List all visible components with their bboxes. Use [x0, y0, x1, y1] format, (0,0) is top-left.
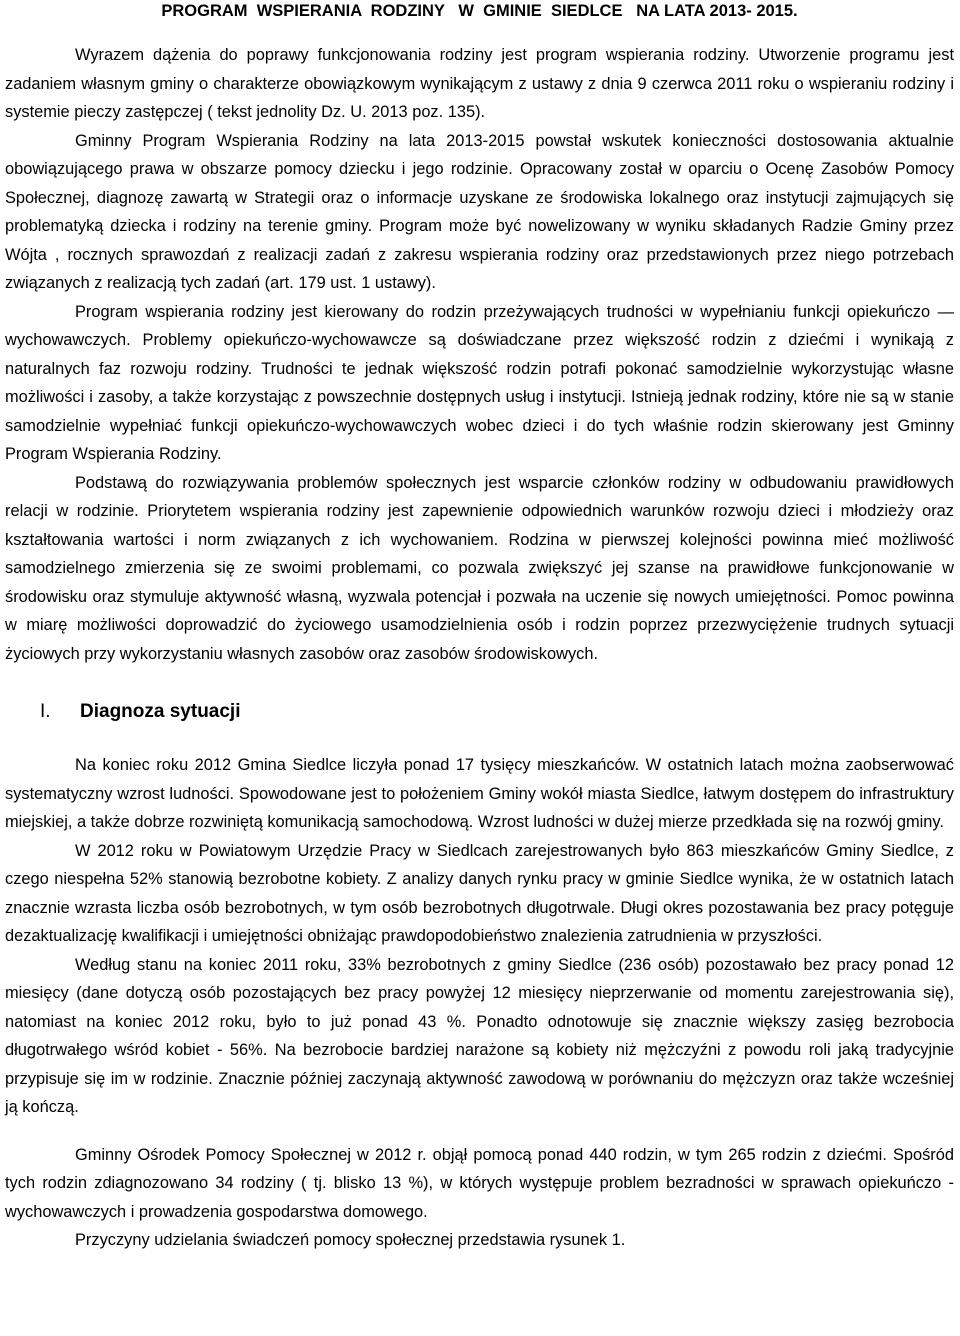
section-paragraph-1: Na koniec roku 2012 Gmina Siedlce liczyła ponad 17 tysięcy mieszkańców. W ostatnich latach można zaobserwować systematyczny wzrost ludności. Spowodowane jest to położeniem Gminy wokół miasta Siedlce, łatwym dostępem do infrastruktury miejskiej, a także dobrze rozwiniętą komunikacją samochodową. Wzrost ludności w dużej mierze przedkłada się na rozwój gminy.: [5, 756, 954, 831]
section-paragraph-3: Według stanu na koniec 2011 roku, 33% bezrobotnych z gminy Siedlce (236 osób) pozostawało bez pracy ponad 12 miesięcy (dane dotyczą osób pozostających bez pracy powyżej 12 miesięcy nieprzerwanie od momentu zarejestrowania się), natomiast na koniec 2012 roku, było to już ponad 43 %. Ponadto odnotowuje się znacznie większy zasięg bezrobocia długotrwałego wśród kobiet - 56%. Na bezrobocie bardziej narażone są kobiety niż mężczyźni z powodu roli jaką tradycyjnie przypisuje się im w rodzinie. Znacznie później zaczynają aktywność zawodową w porównaniu do mężczyzn oraz także wcześniej ją kończą.: [5, 955, 954, 1116]
intro-paragraph-4: Podstawą do rozwiązywania problemów społecznych jest wsparcie członków rodziny w odbudowaniu prawidłowych relacji w rodzinie. Priorytetem wspierania rodziny jest zapewnienie odpowiednich warunków rozwoju dzieci i młodzieży oraz kształtowania wartości i norm związanych z ich wychowaniem. Rodzina w pierwszej kolejności powinna mieć możliwość samodzielnego zmierzenia się ze swoimi problemami, co pozwala zwiększyć jej szanse na prawidłowe funkcjonowanie w środowisku oraz stymuluje aktywność własną, wyzwala potencjał i pozwała na uczenie się nowych umiejętności. Pomoc powinna w miarę możliwości doprowadzić do życiowego usamodzielnienia osób i rodzin poprzez przezwyciężenie trudnych sytuacji życiowych przy wykorzystaniu własnych zasobów oraz zasobów środowiskowych.: [5, 473, 954, 663]
section-paragraph-2: W 2012 roku w Powiatowym Urzędzie Pracy w Siedlcach zarejestrowanych było 863 mieszkańców Gminy Siedlce, z czego niespełna 52% stanowią bezrobotne kobiety. Z analizy danych rynku pracy w gminie Siedlce wynika, że w ostatnich latach znacznie wzrasta liczba osób bezrobotnych, w tym osób bezrobotnych długotrwale. Długi okres pozostawania bez pracy potęguje dezaktualizację kwalifikacji i umiejętności obniżając prawdopodobieństwo znalezienia zatrudnienia w przyszłości.: [5, 841, 954, 945]
intro-paragraph-3: Program wspierania rodziny jest kierowany do rodzin przeżywających trudności w wypełnianiu funkcji opiekuńczo — wychowawczych. Problemy opiekuńczo-wychowawcze są doświadczane przez większość rodzin z dziećmi i wynikają z naturalnych faz rozwoju rodziny. Trudności te jednak większość rodzin potrafi pokonać samodzielnie wykorzystując własne możliwości i zasoby, a także korzystając z powszechnie dostępnych usług i instytucji. Istnieją jednak rodziny, które nie są w stanie samodzielnie wypełniać funkcji opiekuńczo-wychowawczych wobec dzieci i do tych właśnie rodzin skierowany jest Gminny Program Wspierania Rodziny.: [5, 302, 954, 463]
section-paragraph-4: Gminny Ośrodek Pomocy Społecznej w 2012 r. objął pomocą ponad 440 rodzin, w tym 265 rodzin z dziećmi. Spośród tych rodzin zdiagnozowano 34 rodziny ( tj. blisko 13 %), w których występuje problem bezradności w sprawach opiekuńczo - wychowawczych i prowadzenia gospodarstwa domowego.: [5, 1145, 954, 1221]
section-title: Diagnoza sytuacji: [80, 701, 241, 722]
intro-paragraph-2: Gminny Program Wspierania Rodziny na lata 2013-2015 powstał wskutek konieczności dostosowania aktualnie obowiązującego prawa w obszarze pomocy dziecku i jego rodzinie. Opracowany został w oparciu o Ocenę Zasobów Pomocy Społecznej, diagnozę zawartą w Strategii oraz o informacje uzyskane ze środowiska lokalnego oraz instytucji zajmujących się problematyką dziecka i rodziny na terenie gminy. Program może być nowelizowany w wyniku składanych Radzie Gminy przez Wójta , rocznych sprawozdań z realizacji zadań z zakresu wspierania rodziny oraz przedstawionych przez niego potrzebach związanych z realizacją tych zadań (art. 179 ust. 1 ustawy).: [5, 131, 954, 292]
intro-paragraph-1: Wyrazem dążenia do poprawy funkcjonowania rodziny jest program wspierania rodziny. Utworzenie programu jest zadaniem własnym gminy o charakterze obowiązkowym wynikającym z ustawy z dnia 9 czerwca 2011 roku o wspieraniu rodziny i systemie pieczy zastępczej ( tekst jednolity Dz. U. 2013 poz. 135).: [5, 46, 954, 121]
section-paragraph-5: Przyczyny udzielania świadczeń pomocy społecznej przedstawia rysunek 1.: [75, 1231, 626, 1249]
section-heading: [40, 692, 954, 732]
section-number: I.: [40, 701, 51, 722]
document-title: PROGRAM WSPIERANIA RODZINY W GMINIE SIEDLCE NA LATA 2013- 2015.: [161, 2, 798, 20]
